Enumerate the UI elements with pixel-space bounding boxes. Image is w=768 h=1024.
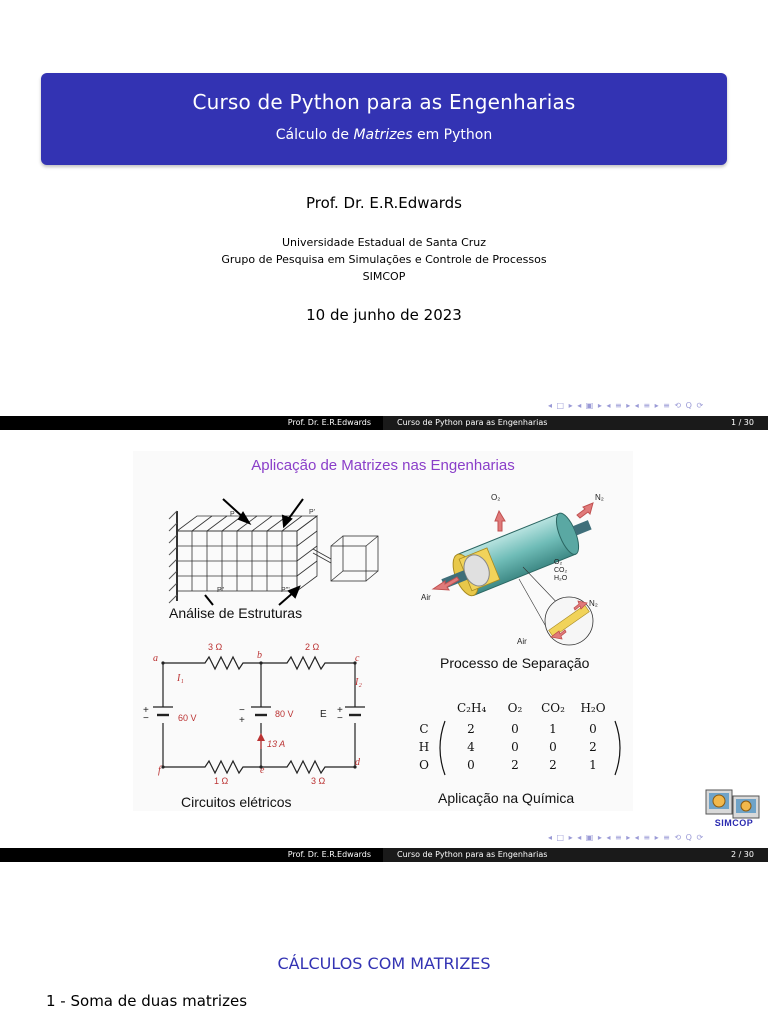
section-title: CÁLCULOS COM MATRIZES: [277, 954, 491, 973]
engineering-applications-figure: [133, 451, 633, 811]
label-chemistry: Aplicação na Química: [438, 790, 575, 806]
resistor-top-right-value: 2 Ω: [305, 642, 320, 652]
svg-text:+: +: [239, 715, 245, 726]
svg-text:−: −: [337, 713, 343, 724]
matrix-col-header: C₂H₄: [457, 701, 487, 715]
matrix-row-label: O: [419, 758, 429, 772]
structure-grid-illustration: [163, 491, 383, 611]
matrix-col-header: H₂O: [580, 701, 606, 715]
footer-slide-1: [0, 416, 768, 430]
matrix-cell: 2: [549, 758, 557, 772]
footer-author: Prof. Dr. E.R.Edwards: [287, 850, 371, 859]
node-d: d: [355, 757, 360, 768]
matrix-cell: 0: [589, 722, 597, 736]
research-group: Grupo de Pesquisa em Simulações e Controle de Processos: [221, 253, 547, 266]
research-group-short: SIMCOP: [362, 270, 406, 283]
footer-slide-2: [0, 848, 768, 862]
node-e: e: [260, 765, 265, 776]
simcop-logo-text: SIMCOP: [714, 818, 754, 828]
resistor-top-left-value: 3 Ω: [208, 642, 223, 652]
resistor-bottom-left-value: 1 Ω: [214, 776, 229, 786]
matrix-cell: 0: [511, 722, 519, 736]
matrix-cell: 1: [589, 758, 597, 772]
separation-module-illustration: [423, 489, 623, 649]
footer-title: Curso de Python para as Engenharias: [397, 850, 548, 859]
node-c: c: [355, 653, 360, 664]
air-bottom-label: Air: [517, 637, 527, 646]
figure-title: Aplicação de Matrizes nas Engenharias: [251, 457, 515, 474]
force-label-2: P': [309, 509, 316, 516]
subtitle-text-before: Cálculo de: [275, 127, 354, 143]
beamer-navigation-controls[interactable]: ◂ □ ▸ ◂ ▣ ▸ ◂ ≡ ▸ ◂ ≡ ▸ ≡ ⟲ Q ⟳: [548, 401, 705, 410]
title-box: [41, 73, 727, 165]
matrix-cell: 1: [549, 722, 557, 736]
current-value: 13 A: [267, 739, 286, 749]
simcop-logo: [703, 788, 765, 832]
chemistry-matrix: [418, 701, 631, 781]
label-separation: Processo de Separação: [440, 655, 590, 671]
footer-title-bar: [383, 416, 768, 430]
subtitle-italic: Matrizes: [353, 127, 413, 143]
matrix-cell: 2: [467, 722, 475, 736]
battery-right-label: E: [320, 709, 327, 720]
matrix-row-label: C: [419, 722, 429, 736]
footer-title-bar: [383, 848, 768, 862]
matrix-row-label: H: [418, 740, 430, 754]
battery-middle-voltage: 80 V: [275, 709, 294, 719]
label-structures: Análise de Estruturas: [169, 605, 303, 621]
force-label-4: P''': [281, 587, 290, 594]
presentation-subtitle: [41, 127, 727, 143]
n2-top-label: N₂: [595, 493, 604, 502]
force-label-3: P'': [217, 587, 225, 594]
n2-bottom-label: N₂: [589, 599, 598, 608]
author-name: Prof. Dr. E.R.Edwards: [306, 194, 462, 212]
node-f: f: [158, 765, 161, 776]
beamer-navigation-controls[interactable]: ◂ □ ▸ ◂ ▣ ▸ ◂ ≡ ▸ ◂ ≡ ▸ ≡ ⟲ Q ⟳: [548, 833, 705, 842]
node-a: a: [153, 653, 158, 664]
institution: Universidade Estadual de Santa Cruz: [281, 236, 487, 249]
matrix-cell: 2: [589, 740, 597, 754]
footer-page-number: 2 / 30: [730, 850, 754, 859]
o2-top-label: O₂: [491, 493, 501, 502]
gas-label-co2: CO₂: [554, 567, 568, 574]
list-item: 1 - Soma de duas matrizes: [46, 992, 248, 1010]
footer-page-number: 1 / 30: [730, 418, 754, 427]
electric-circuit-diagram: [137, 649, 373, 785]
label-circuits: Circuitos elétricos: [181, 794, 292, 810]
presentation-title: Curso de Python para as Engenharias: [192, 90, 576, 114]
gas-label-o2: O₂: [554, 559, 563, 566]
subtitle-text-after: em Python: [412, 127, 493, 143]
matrix-cell: 2: [511, 758, 519, 772]
matrix-col-header: O₂: [507, 701, 523, 715]
svg-text:−: −: [143, 713, 149, 724]
gas-label-h2o: H₂O: [554, 575, 568, 582]
air-left-label: Air: [421, 593, 431, 602]
matrix-cell: 0: [467, 758, 475, 772]
current-i2-label: I₂: [355, 677, 362, 688]
battery-left-voltage: 60 V: [178, 713, 197, 723]
presentation-date: 10 de junho de 2023: [306, 306, 462, 324]
svg-text:+: +: [337, 705, 343, 716]
matrix-col-header: CO₂: [541, 701, 565, 715]
footer-author: Prof. Dr. E.R.Edwards: [287, 418, 371, 427]
svg-text:+: +: [143, 705, 149, 716]
matrix-cell: 0: [549, 740, 557, 754]
matrix-cell: 4: [467, 740, 475, 754]
svg-text:−: −: [239, 705, 245, 716]
force-label-1: P: [230, 511, 235, 518]
resistor-bottom-right-value: 3 Ω: [311, 776, 326, 786]
footer-title: Curso de Python para as Engenharias: [397, 418, 548, 427]
matrix-cell: 0: [511, 740, 519, 754]
current-i1-label: I₁: [177, 673, 184, 684]
node-b: b: [257, 650, 262, 661]
